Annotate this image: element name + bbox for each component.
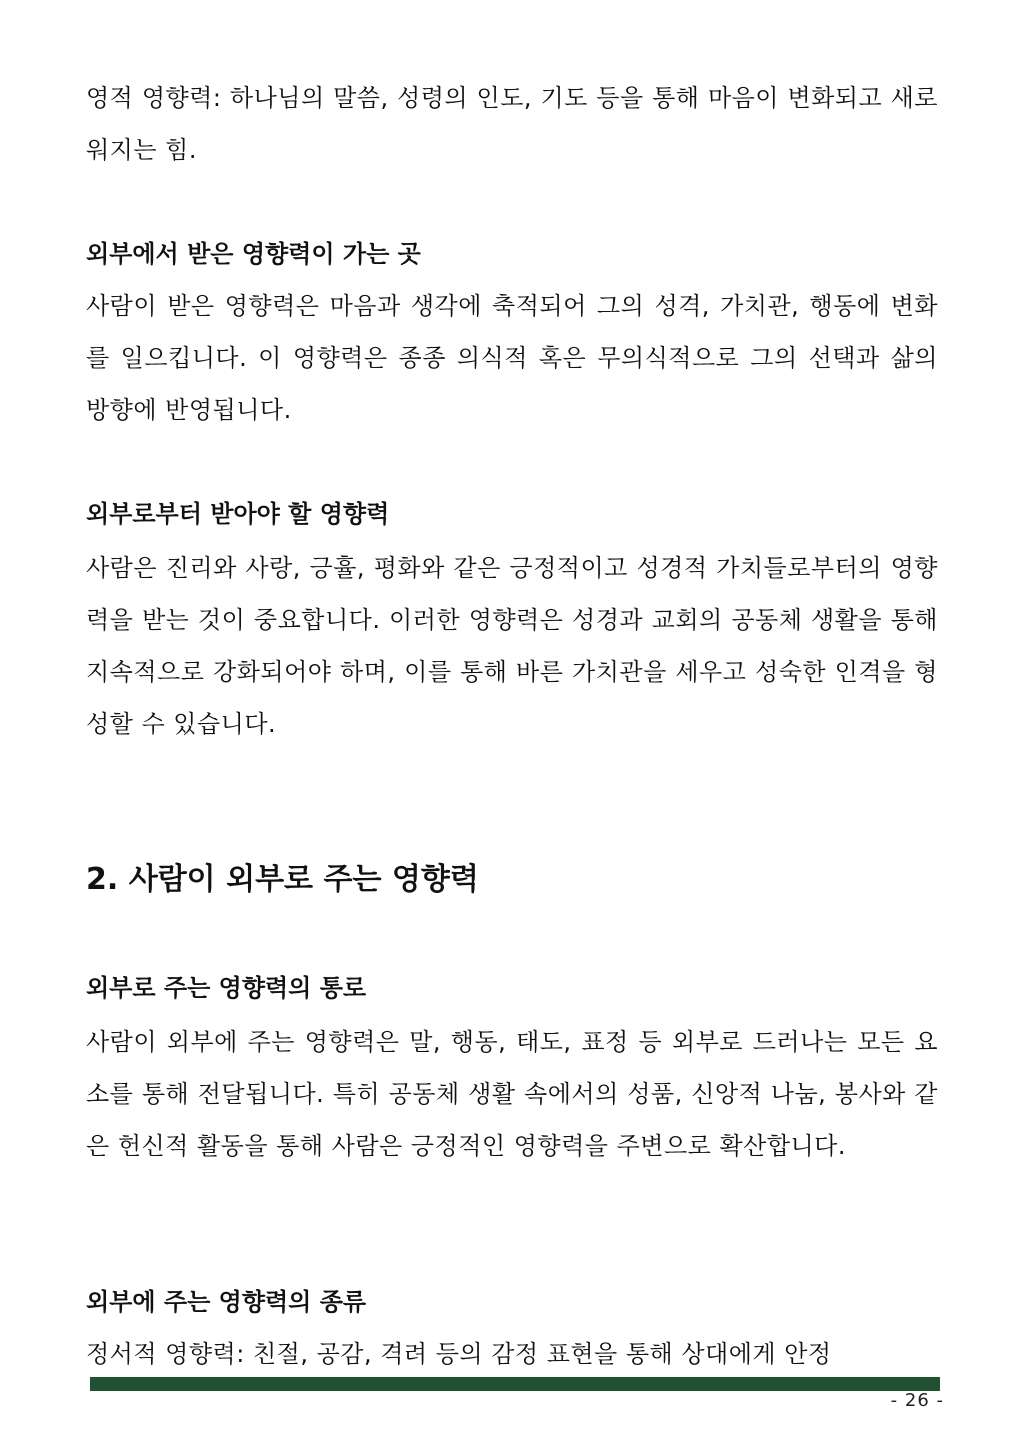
paragraph-types-of-influence: 정서적 영향력: 친절, 공감, 격려 등의 감정 표현을 통해 상대에게 안정 — [86, 1340, 832, 1368]
heading-channel-of-influence: 외부로 주는 영향력의 통로 — [86, 974, 367, 1002]
heading-influence-to-receive: 외부로부터 받아야 할 영향력 — [86, 500, 390, 528]
intro-paragraph: 영적 영향력: 하나님의 말씀, 성령의 인도, 기도 등을 통해 마음이 변화되고 새로워지는 힘. — [86, 84, 938, 164]
heading-where-influence-goes: 외부에서 받은 영향력이 가는 곳 — [86, 240, 421, 268]
paragraph-influence-to-receive: 사람은 진리와 사랑, 긍휼, 평화와 같은 긍정적이고 성경적 가치들로부터의 영향력을 받는 것이 중요합니다. 이러한 영향력은 성경과 교회의 공동체 생활을 통해 지속적으로 강화되어야 하며, 이를 통해 바른 가치관을 세우고 성숙한 인격을 형성할 수 있습니다. — [86, 554, 938, 738]
section-2-title: 2. 사람이 외부로 주는 영향력 — [86, 862, 479, 897]
footer-rule — [90, 1377, 940, 1391]
page-number: - 26 - — [890, 1390, 944, 1411]
paragraph-channel-of-influence: 사람이 외부에 주는 영향력은 말, 행동, 태도, 표정 등 외부로 드러나는 모든 요소를 통해 전달됩니다. 특히 공동체 생활 속에서의 성품, 신앙적 나눔, 봉사와 같은 헌신적 활동을 통해 사람은 긍정적인 영향력을 주변으로 확산합니다. — [86, 1028, 938, 1160]
paragraph-where-influence-goes: 사람이 받은 영향력은 마음과 생각에 축적되어 그의 성격, 가치관, 행동에 변화를 일으킵니다. 이 영향력은 종종 의식적 혹은 무의식적으로 그의 선택과 삶의 방향에 반영됩니다. — [86, 292, 938, 424]
heading-types-of-influence: 외부에 주는 영향력의 종류 — [86, 1288, 367, 1316]
